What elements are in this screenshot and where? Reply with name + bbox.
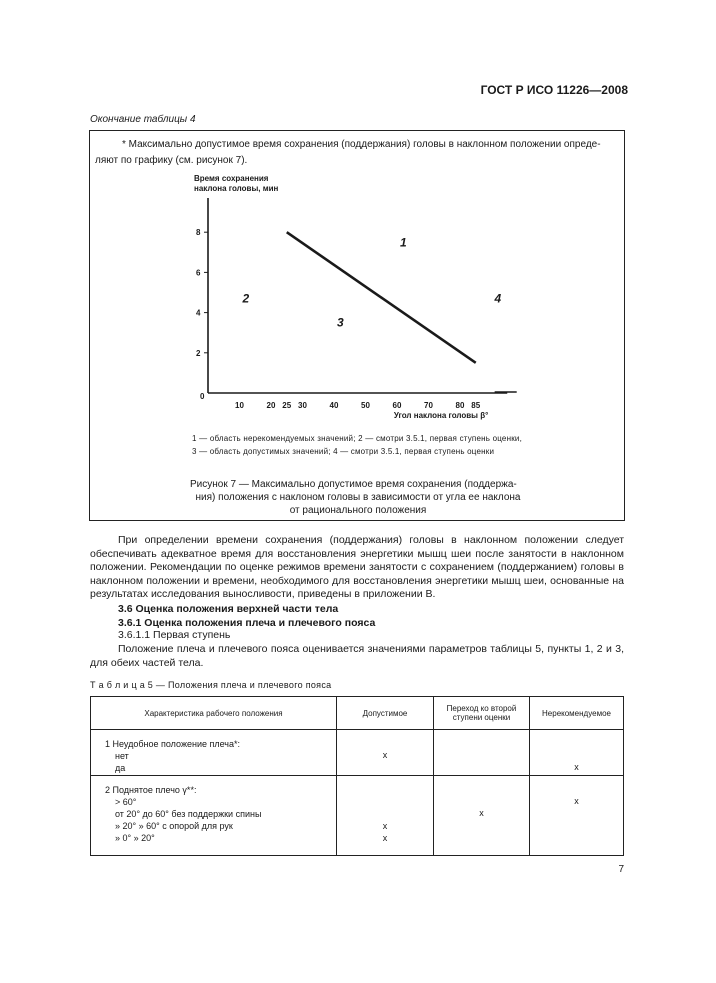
x-tick-label: 30 (298, 401, 307, 410)
x-tick-label: 25 (282, 401, 292, 410)
row1-line-yes: да (115, 763, 126, 773)
col-header-not-recommended: Нерекомендуемое (530, 697, 624, 730)
col-header-characteristic: Характеристика рабочего положения (91, 697, 337, 730)
x-tick-label: 10 (235, 401, 244, 410)
chart-legend: 1 — область нерекомендуемых значений; 2 — смотри 3.5.1, первая ступень оценки, 3 — область допустимых значений; 4 — смотри 3.5.1, первая ступень оценки (192, 434, 522, 456)
table-cell (530, 776, 624, 856)
table5 (90, 696, 624, 856)
col-header-second-stage: Переход ко второй ступени оценки (434, 697, 530, 730)
x-tick-label: 85 (471, 401, 481, 410)
row2-title: 2 Поднятое плечо γ**: (105, 785, 197, 795)
table-cell (434, 776, 530, 856)
y-axis-label-line-2: наклона головы, мин (194, 184, 279, 193)
standard-number: ГОСТ Р ИСО 11226—2008 (480, 83, 628, 97)
table-cell (337, 776, 434, 856)
x-axis-label: Угол наклона головы β° (393, 411, 489, 420)
region-label-4: 4 (494, 291, 502, 306)
table-cell (91, 776, 337, 856)
row2-not-recommended-mark: x (574, 796, 579, 806)
page-number: 7 (618, 864, 624, 875)
row1-not-recommended-mark: x (574, 762, 579, 772)
row1-title: 1 Неудобное положение плеча*: (105, 739, 240, 749)
table-row (91, 776, 624, 856)
table5-caption: Т а б л и ц а 5 — Положения плеча и плечевого пояса (90, 680, 332, 690)
limit-line (287, 232, 476, 363)
table-cell (434, 730, 530, 776)
region-label-1: 1 (399, 235, 407, 250)
row2-line-0-20: » 0° » 20° (115, 833, 155, 843)
row1-line-no: нет (115, 751, 129, 761)
section-heading-3-6-1: 3.6.1 Оценка положения плеча и плечевого пояса (118, 617, 376, 629)
section-heading-3-6-1-1: 3.6.1.1 Первая ступень (118, 629, 231, 641)
figure-caption-line-3: от рационального положения (289, 505, 427, 516)
origin-label: 0 (200, 392, 205, 401)
x-tick-label: 50 (361, 401, 370, 410)
row2-line-gt60: > 60° (115, 797, 137, 807)
y-tick-label: 6 (196, 268, 201, 278)
table-continuation-label: Окончание таблицы 4 (90, 114, 196, 125)
row2-second-stage-mark: x (479, 808, 484, 818)
x-tick-label: 40 (329, 401, 339, 410)
row2-line-20-60-no-support: от 20° до 60° без поддержки спины (115, 809, 262, 819)
figure-caption-line-1: Рисунок 7 — Максимально допустимое время сохранения (поддержа- (190, 479, 517, 490)
region-label-2: 2 (242, 291, 250, 306)
row2-allowed-mark-a: x (382, 821, 388, 831)
body-paragraph-2: Положение плеча и плечевого пояса оценивается значениями параметров таблицы 5, пункты 1, 2 и 3, для обеих частей тела. (90, 643, 624, 669)
y-axis-label-line-1: Время сохранения (194, 174, 269, 183)
footnote-line-2: ляют по графику (см. рисунок 7). (95, 155, 248, 166)
x-tick-label: 80 (455, 401, 465, 410)
table5-header-row (91, 697, 624, 730)
row1-allowed-mark: x (382, 750, 388, 760)
section-heading-3-6: 3.6 Оценка положения верхней части тела (118, 603, 339, 615)
x-tick-label: 60 (392, 401, 402, 410)
body-paragraph-1: При определении времени сохранения (поддержания) головы в наклонном положении следует обеспечивать адекватное время для восстановления энергетики мышц шеи после занятости в наклонном положении. Рекомендации по оценке режимов времени занятости с сохранением (поддержанием) головы в наклонном положении и времени, необходимого для восстановления энергетики мышц шеи, основанные на результатах исследования выносливости, приведены в приложении В. (90, 534, 624, 600)
footnote-line-1: * Максимально допустимое время сохранения (поддержания) головы в наклонном положении опреде- (122, 139, 601, 150)
row2-line-20-60-arm-rest: » 20° » 60° с опорой для рук (115, 821, 233, 831)
table-cell (530, 730, 624, 776)
region-label-3: 3 (336, 315, 344, 330)
y-tick-label: 8 (196, 228, 201, 238)
table-row (91, 730, 624, 776)
row2-allowed-mark-b: x (382, 833, 388, 843)
figure-caption (190, 478, 526, 517)
y-tick-label: 2 (196, 348, 201, 358)
table-cell (91, 730, 337, 776)
x-tick-label: 70 (424, 401, 433, 410)
figure-caption-line-2: ния) положения с наклоном головы в зависимости от угла ее наклона (195, 492, 521, 503)
y-tick-label: 4 (196, 308, 201, 318)
col-header-allowed: Допустимое (337, 697, 434, 730)
x-tick-label: 20 (266, 401, 276, 410)
table-cell (337, 730, 434, 776)
